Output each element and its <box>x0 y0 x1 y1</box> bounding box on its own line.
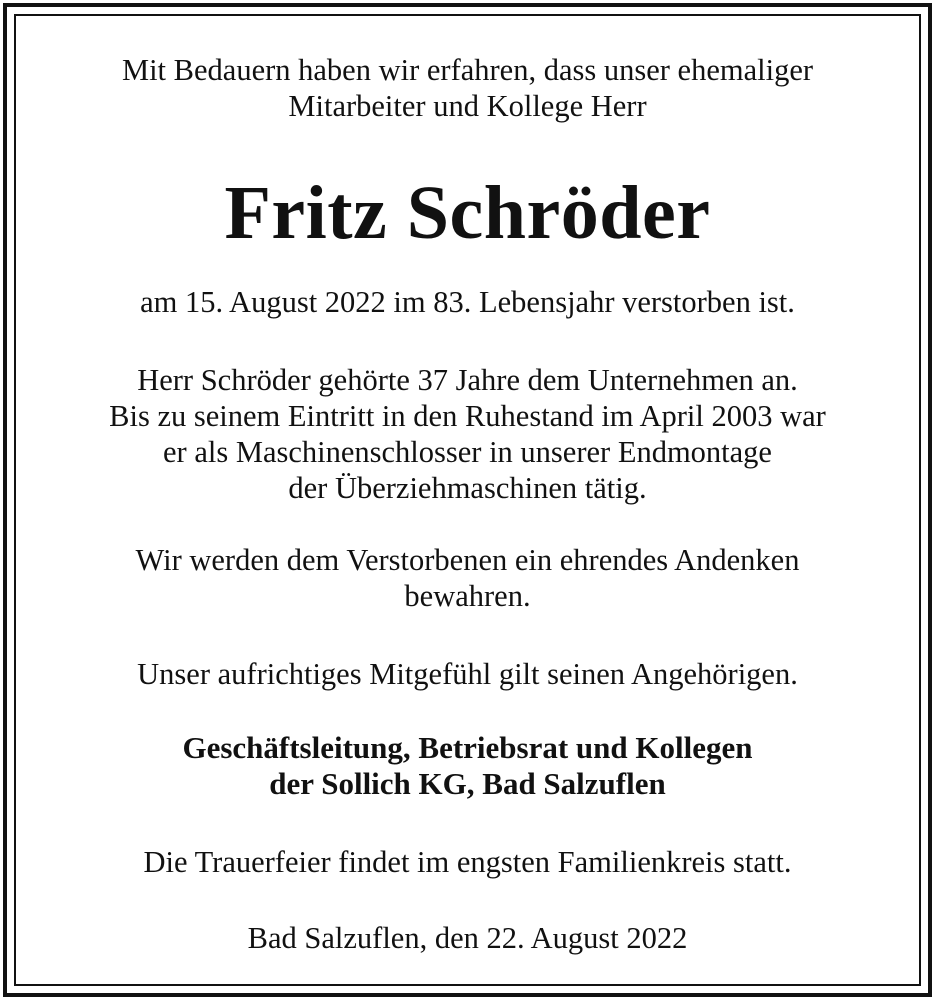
memory-paragraph <box>16 542 919 614</box>
memory-line: bewahren. <box>404 579 531 613</box>
signature-line: der Sollich KG, Bad Salzuflen <box>269 766 666 801</box>
intro-line: Mit Bedauern haben wir erfahren, dass unser ehemaliger <box>121 53 814 87</box>
intro-paragraph <box>16 52 919 124</box>
memory-line: Wir werden dem Verstorbenen ein ehrendes Andenken <box>135 543 800 577</box>
signature-line: Geschäftsleitung, Betriebsrat und Kollegen <box>182 730 753 765</box>
sympathy-paragraph <box>16 656 919 692</box>
death-line: am 15. August 2022 im 83. Lebensjahr verstorben ist. <box>140 285 795 319</box>
death-paragraph <box>16 284 919 320</box>
funeral-paragraph <box>16 844 919 880</box>
career-paragraph <box>16 362 919 506</box>
career-line: er als Maschinenschlosser in unserer Endmontage <box>163 435 772 469</box>
signature-block <box>16 730 919 802</box>
deceased-name: Fritz Schröder <box>224 171 711 255</box>
place-date-paragraph <box>16 920 919 956</box>
deceased-name-block <box>16 168 919 258</box>
career-line: der Überziehmaschinen tätig. <box>288 471 647 505</box>
funeral-line: Die Trauerfeier findet im engsten Familienkreis statt. <box>143 845 792 879</box>
career-line: Bis zu seinem Eintritt in den Ruhestand im April 2003 war <box>109 399 826 433</box>
sympathy-line: Unser aufrichtiges Mitgefühl gilt seinen Angehörigen. <box>137 657 798 691</box>
obituary-notice <box>16 16 919 984</box>
place-date-line: Bad Salzuflen, den 22. August 2022 <box>247 921 688 955</box>
intro-line: Mitarbeiter und Kollege Herr <box>288 89 647 123</box>
career-line: Herr Schröder gehörte 37 Jahre dem Unternehmen an. <box>137 363 798 397</box>
